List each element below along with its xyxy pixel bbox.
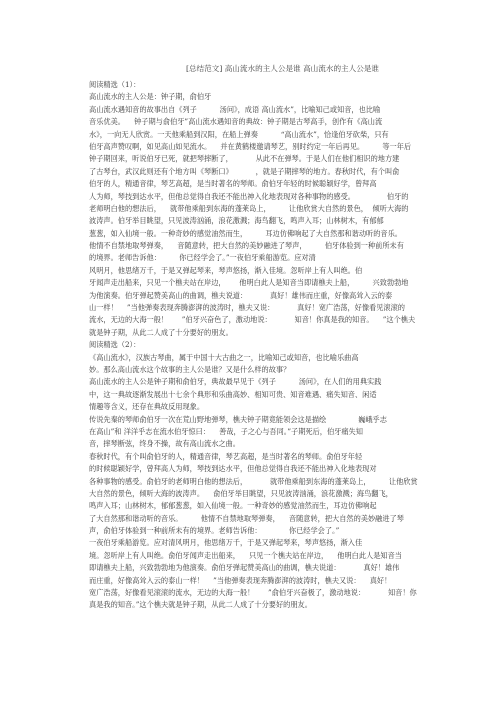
text-line: 就是钟子期，从此二人成了十分要好的朋友。	[89, 327, 233, 337]
text-line: 高山流水的主人公是：钟子期，俞伯牙	[89, 92, 212, 102]
text-line: 他情不自禁地取琴弹奏， 音随意转，把大自然的美妙融进了琴声， 伯牙体验到一种前所未有	[89, 241, 404, 251]
text-line: 声，俞伯牙体验到一种前所未有的境界。老师告诉他： 你已经学会了。”	[89, 526, 340, 536]
text-line: 一夜伯牙乘船游览。应对清风明月，他思绪万千，于是又弹起琴来，琴声悠扬，渐入佳	[89, 538, 363, 548]
text-line: 真是我的知音。”这个樵夫就是钟子期，从此二人成了十分要好的朋友。	[89, 600, 312, 610]
text-line: 妙。那么高山流水这个故事的主人公是谁？又是什么样的故事？	[89, 364, 291, 374]
text-line: 老师明白他的想法后， 就带他乘船到东海的蓬莱岛上， 让他欣赏大自然的景色， 倾听大海的	[89, 203, 409, 213]
text-line: 风明月，他思绪万千，于是又弹起琴来，琴声悠扬，渐入佳境。忽听岸上有人叫绝。伯	[89, 265, 363, 275]
text-line: 山一样！ ”当他弹奏表现奔腾澎湃的波涛时，樵夫又说： 真好！宽广浩荡，好像看见滚滚的	[89, 303, 405, 313]
text-line: 牙闻声走出船来，只见一个樵夫站在岸边， 他明白此人是知音当即请樵夫上船， 兴致勃勃地	[89, 278, 409, 288]
text-line: 高山流水的主人公是钟子期和俞伯牙，典故最早见于《列子 汤问》，在人们的用典实践	[89, 377, 382, 387]
document-body	[89, 79, 469, 612]
text-line: 各种事物的感受。俞伯牙的老师明白他的想法后， 就带他乘船到东海的蓬莱岛上， 让他欣赏	[89, 476, 418, 486]
text-line: 大自然的景色，倾听大海的波涛声。 俞伯牙举目眺望，只见波涛汹涌，浪花激溅；海鸟翻飞，	[89, 488, 393, 498]
text-line: 伯牙高声赞叹啊，如见高山如见流水。 并在黄鹤楼邀请琴艺，别时约定一年后再见。 等一年后	[89, 141, 412, 151]
text-line: 高山流水遇知音的故事出自《列子 汤问》，成语 高山流水”，比喻知己或知音，也比喻	[89, 104, 381, 114]
text-line: 音乐优美。 钟子期与俞伯牙”高山流水遇知音的典故：钟子期是古琴高手，创作有《高山流	[89, 117, 383, 127]
document-title: [总结范文] 高山流水的主人公是谁 高山流水的主人公是谁	[186, 64, 379, 73]
text-line: 人为师，琴技到达水平，但他总觉得自我还不能出神入化地表现对各种事物的感受。 伯牙的	[89, 191, 409, 201]
text-line: 春秋时代，有个叫俞伯牙的人，精通音律，琴艺高超，是当时著名的琴师。俞伯牙年轻	[89, 451, 363, 461]
text-line: 葱葱，如入仙境一般。一种奇妙的感觉油然而生， 耳边仿佛响起了大自然那和谐动听的音乐。	[89, 228, 402, 238]
text-line: 的时候聪颖好学，曾拜高人为师，琴技到达水平，但他总觉得自我还不能出神入化地表现对	[89, 464, 377, 474]
text-line: 阅读精选（1）：	[89, 80, 141, 89]
text-line: 阅读精选（2）：	[89, 340, 141, 350]
text-line: 宽广浩荡，好像看见滚滚的流水，无边的大海一般！ ”俞伯牙兴奋极了，激动地说： 知音！你	[89, 588, 417, 598]
text-line: 情趣等含义，还存在典故反用现象。	[89, 402, 205, 412]
text-line: 钟子期回来，听说伯牙已死，就把琴摔断了， 从此不在弹琴。于是人们在他们相识的地方建	[89, 154, 400, 164]
text-line: 音，摔琴断弦，终身不操，故有高山流水之曲。	[89, 439, 240, 449]
text-line: 为他演奏。伯牙弹起赞美高山的曲调，樵夫说道： 真好！雄伟而庄重，好像高耸入云的泰	[89, 290, 393, 300]
text-line: 流水，无边的大海一般！ ”伯牙兴奋色了，激动地说： 知音！你真是我的知音。 ”这个樵夫	[89, 315, 416, 325]
text-line: 水》，一向无人欣赏。一天他乘船到汉阳，在船上弹奏 “高山流水”，恰逢伯牙砍柴，只有	[89, 129, 389, 139]
text-line: 传说先秦的琴师俞伯牙一次在荒山野地弹琴，樵夫钟子期竟能领会这是描绘 巍峨乎志	[89, 414, 387, 424]
text-line: 波涛声。伯牙举目眺望，只见波涛汹涌，浪花激溅；海鸟翻飞，鸣声入耳；山林树木，有郁郁	[89, 216, 384, 226]
text-line: 而庄重，好像高耸入云的泰山一样！ ”当他弹奏表现奔腾澎湃的波涛时，樵夫又说： 真好！	[89, 575, 392, 585]
text-line: 了古琴台，武汉此则还有个地方叫《琴断口》 ，就是子期摔琴的地方。春秋时代，有个叫俞	[89, 166, 400, 176]
text-line: 了大自然那和谐动听的音乐。 他情不自禁地取琴弹奏， 音随意转，把大自然的美妙融进了琴	[89, 513, 404, 523]
text-line: 鸣声入耳；山林树木，郁郁葱葱，如入仙境一般。一种奇妙的感觉油然而生，耳边仿佛响起	[89, 501, 377, 511]
text-line: 即请樵夫上船，兴致勃勃地为他演奏。俞伯牙弹起赞美高山的曲调，樵夫说道： 真好！雄伟	[89, 563, 400, 573]
text-line: 伯牙的人，精通音律，琴艺高超，是当时著名的琴师。俞伯牙年轻的时候聪颖好学，曾拜高	[89, 179, 377, 189]
text-line: 中，这一典故逐渐发展出十七余个典形和乐曲高妙、相知可贵、知音难遇、痛失知音、闲适	[89, 389, 377, 399]
text-line: 境。忽听岸上有人叫绝。俞伯牙闻声走出船来， 只见一个樵夫站在岸边， 他明白此人是知音当	[89, 550, 402, 560]
text-line: 《高山流水》，汉族古琴曲，属于中国十大古曲之一，比喻知己或知音，也比喻乐曲高	[89, 352, 359, 362]
text-line: 的境界。老师告诉他： 你已经学会了。”一夜伯牙乘船游览。应对清	[89, 253, 316, 263]
text-line: 在高山”和 洋洋乎志在流水伯牙惊曰： 善哉，子之心与吾同。”子期死后，伯牙痛失知	[89, 426, 363, 436]
